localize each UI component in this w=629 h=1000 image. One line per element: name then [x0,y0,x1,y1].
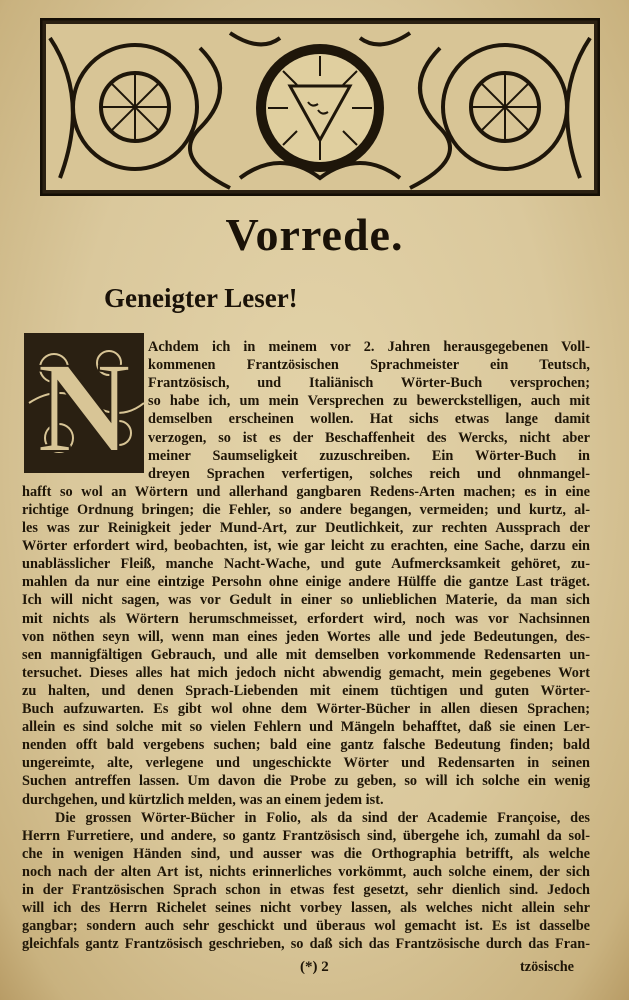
text-line: richtige Ordnung bringen; die Fehler, so andere begangen, vermeiden; und kurtz, al- [22,501,590,518]
text-line: gleichfals gantz Frantzösisch geschrieben, so daß sich das Frantzösische durch das Fran- [22,936,590,953]
text-line: unablässlicher Fleiß, manche Nacht-Wache, und gute Aufmercksamkeit gehöret, zu- [22,556,590,573]
text-line: tersuchet. Dieses alles hat mich jedoch nicht abwendig gemacht, mein gegebenes Wort [22,664,590,681]
text-line: kommenen Frantzösischen Sprachmeister ein Teutsch, [148,357,590,374]
text-line: mahlen da nur eine eintzige Persohn ohne einige andere Hülffe die gantze Last träget. [22,574,590,591]
text-line: von nöthen seyn will, wenn man eines jeden Wortes alle und jede Bedeutungen, des- [22,628,590,645]
text-line: Suchen antreffen lassen. Um davon die Probe zu geben, so will ich solche ein wenig [22,773,590,790]
text-line: verzogen, so ist es der Beschaffenheit des Wercks, nicht aber [148,429,590,446]
page-title: Vorrede. [225,209,404,260]
text-line: Herrn Furretiere, und andere, so gantz Frantzösisch sind, übergehe ich, zumahl da sol- [22,827,590,844]
catchword: tzösische [520,959,574,975]
text-line: gangbar; sondern auch sehr geschickt und überaus wol gemacht ist. Es ist dasselbe [22,918,590,935]
text-line: will ich des Herrn Richelet seines nicht vorbey lassen, als welches nicht allein sehr [22,900,590,917]
text-line: demselben erscheinen wollen. Hat sichs etwas lange damit [148,411,590,428]
text-line: mit nichts als Wörtern herumschmeisset, erfordert wird, noch was vor Nachsinnen [22,610,590,627]
decorated-initial [24,333,144,473]
text-line: Wörter erfordert wird, beobachten, ist, wie gar leicht zu erachten, eine Sache, darzu ein [22,538,590,555]
text-line: Ich will nicht sagen, was vor Gedult in einer so unlieblichen Materie, da man sich [22,592,590,609]
text-line: Achdem ich in meinem vor 2. Jahren herausgegebenen Voll- [148,339,590,355]
text-line: in der Frantzösischen Sprach schon in etwas fest gesetzt, sehr dienlich sind. Jedoch [22,882,590,898]
text-line: allein es sind solche mit so vielen Fehlern und Mängeln behafftet, daß sie einen Ler- [22,719,590,736]
text-line: Buch aufzuwarten. Es gibt wol ohne dem Wörter-Bücher in allen diesen Sprachen; [22,701,590,717]
text-line: meiner Saumseligkeit zuzuschreiben. Ein Wörter-Buch in [148,447,590,464]
text-line: so habe ich, um mein Versprechen zu bewerckstelligen, auch mit [148,393,590,410]
text-line: ungereimte, alte, verlegene und ungeschickte Wörter und Redensarten in seinen [22,755,590,772]
drop-cap-letter: N [37,336,131,473]
text-line: les was zur Reinigkeit jeder Mund-Art, zur Deutlichkeit, zur rechten Aussprach der [22,520,590,536]
text-line: dreyen Sprachen verfertigen, solches reich und ohnmangel- [148,465,590,482]
text-line: hafft so wol an Wörtern und allerhand gangbaren Redens-Arten machen; es in eine [22,483,590,500]
text-line: noch nach der alten Art ist, nichts erinnerliches vorkömmt, auch solche einem, der sich [22,863,590,880]
woodcut-header-ornament [40,18,600,196]
text-line: zu halten, und denen Sprach-Liebenden mit einem tüchtigen und guten Wörter- [22,682,590,699]
text-line: che in wenigen Händen sind, und ausser was die Orthographia betrifft, als welche [22,845,590,862]
text-line: nenden offt bald vergebens suchen; bald eine gantz falsche Bedeutung finden; bald [22,737,590,754]
text-line: durchgehen, und kürtzlich melden, was an einem jedem ist. [22,791,384,808]
text-line: Frantzösisch, und Italiänisch Wörter-Buch versprochen; [148,375,590,392]
text-line: sen mannigfältigen Gebrauch, und alle mit demselben vorkommende Redensarten un- [22,646,590,663]
salutation: Geneigter Leser! [104,283,298,313]
signature-mark: (*) 2 [300,959,329,975]
text-line: Die grossen Wörter-Bücher in Folio, als da sind der Academie Françoise, des [55,809,590,826]
